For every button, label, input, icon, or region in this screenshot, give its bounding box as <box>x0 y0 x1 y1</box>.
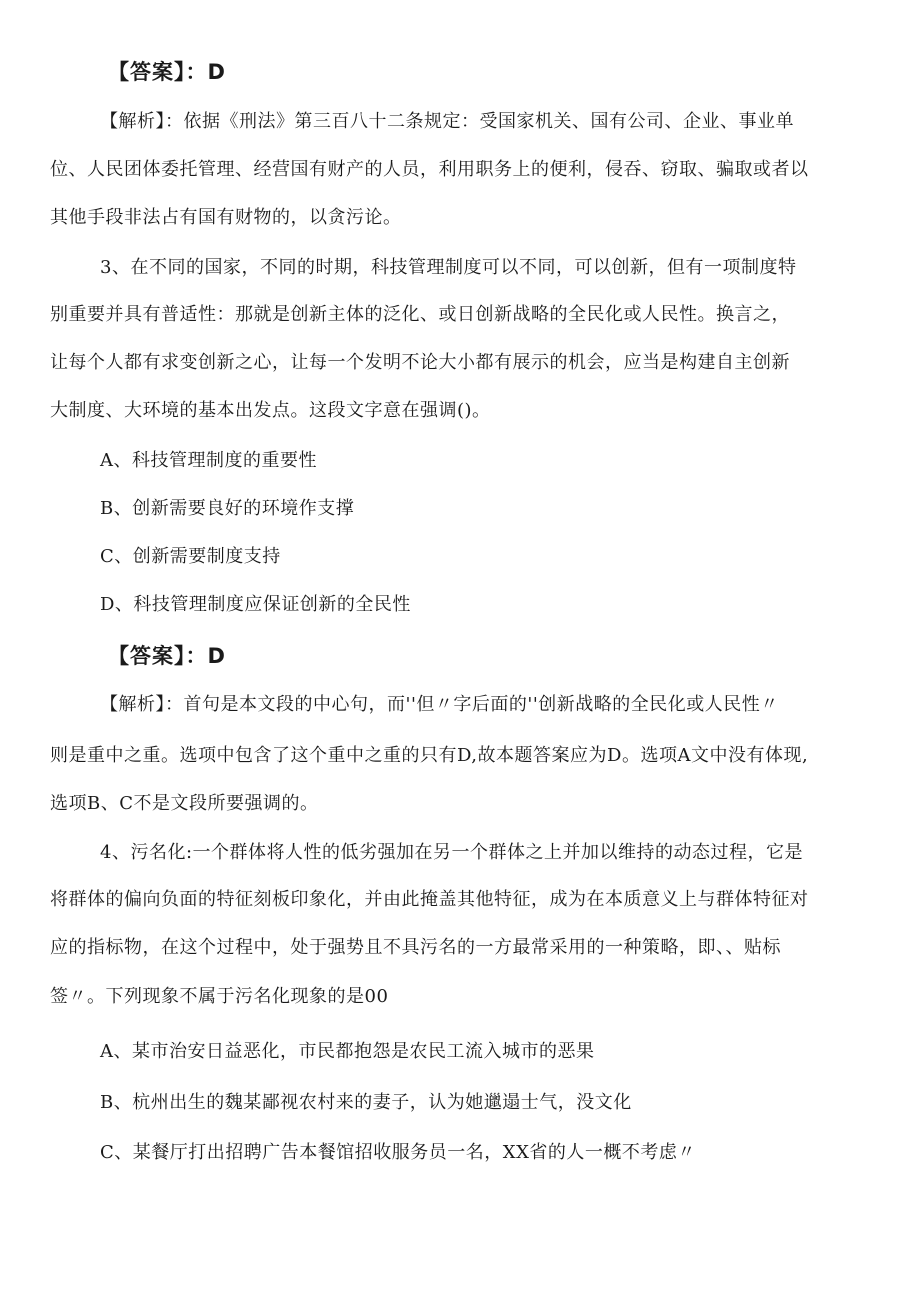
option-a: A、某市治安日益恶化，市民都抱怨是农民工流入城市的恶果 <box>100 1041 595 1062</box>
option-a: A、科技管理制度的重要性 <box>100 450 317 471</box>
analysis-line: 其他手段非法占有国有财物的，以贪污论。 <box>50 207 402 228</box>
option-b: B、杭州出生的魏某鄙视农村来的妻子，认为她邋遢士气，没文化 <box>100 1092 632 1113</box>
analysis-line: 则是重中之重。选项中包含了这个重中之重的只有D,故本题答案应为D。选项A文中没有体现, <box>50 745 809 766</box>
analysis-line: 位、人民团体委托管理、经营国有财产的人员，利用职务上的便利，侵吞、窃取、骗取或者以 <box>50 159 809 180</box>
option-c: C、创新需要制度支持 <box>100 546 281 567</box>
answer-label: 【答案】：D <box>108 60 226 84</box>
analysis-line: 选项B、C不是文段所要强调的。 <box>50 793 319 814</box>
analysis-line: 【解析】：依据《刑法》第三百八十二条规定：受国家机关、国有公司、企业、事业单 <box>100 111 794 132</box>
question-line: 3、在不同的国家，不同的时期，科技管理制度可以不同，可以创新，但有一项制度特 <box>100 257 797 278</box>
question-line: 应的指标物，在这个过程中，处于强势且不具污名的一方最常采用的一种策略，即、、贴标 <box>50 937 781 958</box>
question-line: 签〃。下列现象不属于污名化现象的是00 <box>50 986 389 1007</box>
question-line: 大制度、大环境的基本出发点。这段文字意在强调()。 <box>50 400 491 421</box>
answer-label: 【答案】：D <box>108 644 226 668</box>
question-line: 别重要并具有普适性：那就是创新主体的泛化、或日创新战略的全民化或人民性。换言之， <box>50 304 790 325</box>
analysis-line: 【解析】：首句是本文段的中心句，而''但〃字后面的''创新战略的全民化或人民性〃 <box>100 694 779 715</box>
question-line: 让每个人都有求变创新之心，让每一个发明不论大小都有展示的机会，应当是构建自主创新 <box>50 352 790 373</box>
question-line: 将群体的偏向负面的特征刻板印象化，并由此掩盖其他特征，成为在本质意义上与群体特征对 <box>50 889 809 910</box>
option-d: D、科技管理制度应保证创新的全民性 <box>100 594 411 615</box>
option-c: C、某餐厅打出招聘广告本餐馆招收服务员一名，XX省的人一概不考虑〃 <box>100 1142 696 1163</box>
question-line: 4、污名化:一个群体将人性的低劣强加在另一个群体之上并加以维持的动态过程，它是 <box>100 842 804 863</box>
option-b: B、创新需要良好的环境作支撑 <box>100 498 355 519</box>
